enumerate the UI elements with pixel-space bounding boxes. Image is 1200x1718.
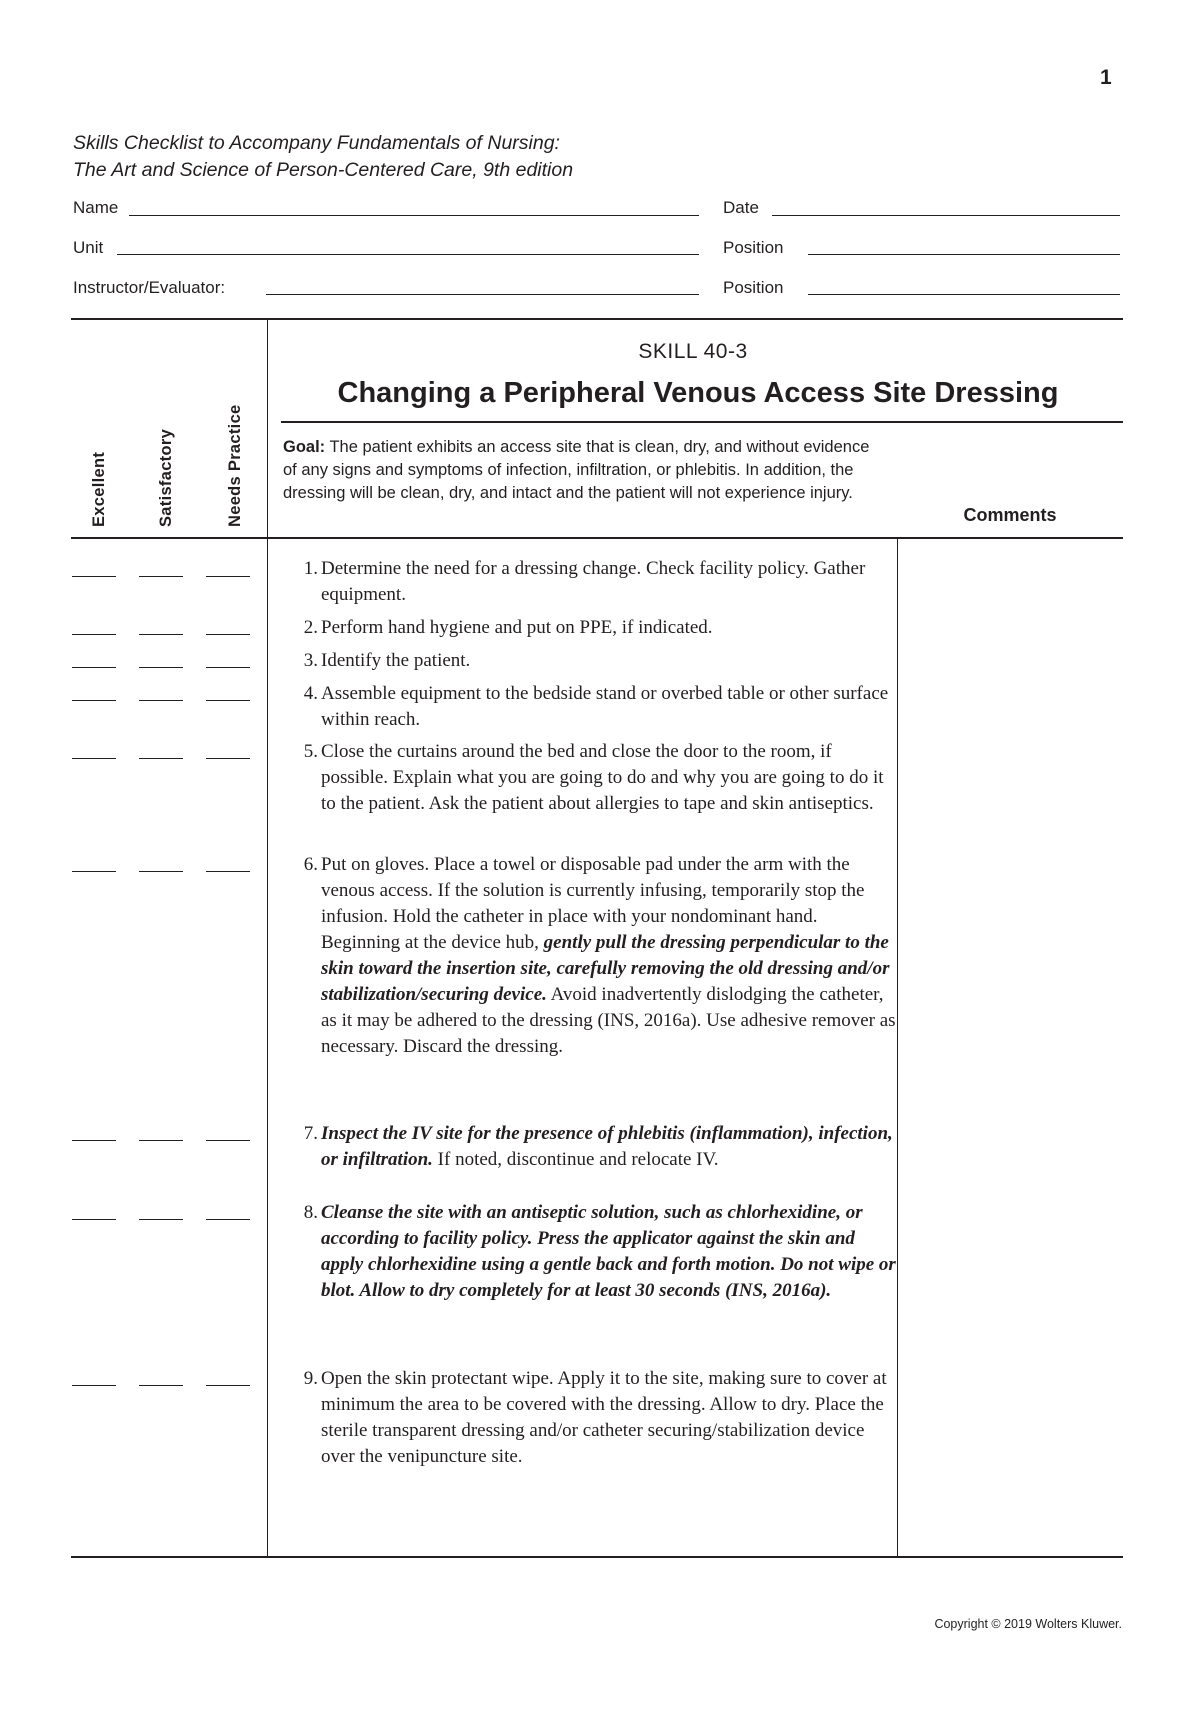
step-emphasis: Cleanse the site with an antiseptic solution, such as chlorhexidine, or according to facility policy. Press the applicator against the skin and apply chlorhexidine using a gentle back and forth motion. Do not wipe or blot. Allow to dry completely for at least 30 seconds (INS, 2016a).: [321, 1202, 896, 1301]
step-text: Put on gloves. Place a towel or disposable pad under the arm with the venous access. If the solution is currently infusing, temporarily stop the infusion. Hold the catheter in place with your nondominant hand. Beginning at the device hub,: [321, 854, 865, 953]
needs-practice-blank-7[interactable]: [206, 1140, 250, 1141]
satisfactory-blank-5[interactable]: [139, 758, 183, 759]
step-text-cont: Avoid inadvertently dislodging the catheter, as it may be adhered to the dressing (INS, 2016a). Use adhesive remover as necessary. Discard the dressing.: [321, 984, 896, 1057]
subtitle-line-1: Skills Checklist to Accompany Fundamentals of Nursing:: [73, 132, 560, 154]
excellent-blank-1[interactable]: [72, 576, 116, 577]
excellent-blank-5[interactable]: [72, 758, 116, 759]
satisfactory-blank-9[interactable]: [139, 1385, 183, 1386]
satisfactory-blank-2[interactable]: [139, 634, 183, 635]
needs-practice-blank-3[interactable]: [206, 667, 250, 668]
table-bottom-rule: [71, 1556, 1123, 1558]
excellent-blank-8[interactable]: [72, 1219, 116, 1220]
name-field[interactable]: [129, 215, 699, 216]
step-number: 6.: [303, 854, 318, 875]
comments-header: Comments: [963, 505, 1057, 525]
step-number: 8.: [303, 1202, 318, 1223]
instructor-label: Instructor/Evaluator:: [73, 278, 226, 297]
step-emphasis: Inspect the IV site for the presence of phlebitis (inflammation), infection, or infiltration.: [321, 1123, 893, 1170]
needs-practice-header: Needs Practice: [226, 404, 244, 527]
satisfactory-blank-6[interactable]: [139, 871, 183, 872]
step-text: Assemble equipment to the bedside stand or overbed table or other surface within reach.: [321, 683, 889, 730]
step-1: [290, 556, 900, 608]
step-number: 4.: [303, 683, 318, 704]
satisfactory-blank-8[interactable]: [139, 1219, 183, 1220]
page-number: 1: [1100, 66, 1112, 89]
step-text: Close the curtains around the bed and close the door to the room, if possible. Explain what you are going to do and why you are going to do it to the patient. Ask the patient about allergies to tape and skin antiseptics.: [321, 741, 884, 814]
step-7: [290, 1121, 900, 1173]
step-text: Open the skin protectant wipe. Apply it to the site, making sure to cover at minimum the area to be covered with the dressing. Allow to dry. Place the sterile transparent dressing and/or catheter securing/stabilization device over the venipuncture site.: [321, 1368, 887, 1467]
skill-title: Changing a Peripheral Venous Access Site Dressing: [337, 377, 1059, 409]
needs-practice-blank-2[interactable]: [206, 634, 250, 635]
skill-number: SKILL 40-3: [638, 340, 748, 363]
unit-label: Unit: [73, 238, 104, 257]
date-field[interactable]: [772, 215, 1120, 216]
rating-column-divider: [267, 319, 268, 1557]
step-8: [290, 1200, 900, 1304]
needs-practice-blank-4[interactable]: [206, 700, 250, 701]
goal-text: The patient exhibits an access site that is clean, dry, and without evidence of any signs and symptoms of infection, infiltration, or phlebitis. In addition, the dressing will be clean, dry, and intact and the patient will not experience injury.: [283, 438, 870, 502]
copyright-notice: Copyright © 2019 Wolters Kluwer.: [934, 1617, 1122, 1631]
header-bottom-rule: [71, 537, 1123, 539]
position-label-1: Position: [723, 238, 784, 257]
step-number: 7.: [303, 1123, 318, 1144]
satisfactory-blank-1[interactable]: [139, 576, 183, 577]
excellent-blank-2[interactable]: [72, 634, 116, 635]
position-field-1[interactable]: [808, 254, 1120, 255]
step-text: Determine the need for a dressing change. Check facility policy. Gather equipment.: [321, 558, 866, 605]
step-text: Perform hand hygiene and put on PPE, if indicated.: [321, 617, 713, 638]
date-label: Date: [723, 198, 759, 217]
step-number: 5.: [303, 741, 318, 762]
needs-practice-blank-6[interactable]: [206, 871, 250, 872]
step-text: Identify the patient.: [321, 650, 471, 671]
title-underline: [281, 421, 1123, 423]
book-subtitle: [73, 130, 573, 184]
step-4: [290, 681, 900, 733]
needs-practice-blank-1[interactable]: [206, 576, 250, 577]
needs-practice-blank-9[interactable]: [206, 1385, 250, 1386]
subtitle-line-2: The Art and Science of Person-Centered Care, 9th edition: [73, 159, 574, 181]
excellent-blank-3[interactable]: [72, 667, 116, 668]
step-number: 1.: [303, 558, 318, 579]
step-9: [290, 1366, 900, 1470]
table-top-rule: [71, 318, 1123, 320]
needs-practice-blank-8[interactable]: [206, 1219, 250, 1220]
step-text-cont: If noted, discontinue and relocate IV.: [437, 1149, 719, 1170]
step-number: 2.: [303, 617, 318, 638]
satisfactory-blank-3[interactable]: [139, 667, 183, 668]
satisfactory-header: Satisfactory: [157, 428, 175, 527]
needs-practice-blank-5[interactable]: [206, 758, 250, 759]
step-2: [290, 615, 900, 641]
excellent-blank-6[interactable]: [72, 871, 116, 872]
excellent-blank-7[interactable]: [72, 1140, 116, 1141]
satisfactory-blank-7[interactable]: [139, 1140, 183, 1141]
excellent-header: Excellent: [90, 451, 108, 527]
step-6: [290, 852, 900, 1060]
excellent-blank-9[interactable]: [72, 1385, 116, 1386]
position-label-2: Position: [723, 278, 784, 297]
unit-field[interactable]: [117, 254, 699, 255]
step-number: 3.: [303, 650, 318, 671]
satisfactory-blank-4[interactable]: [139, 700, 183, 701]
instructor-field[interactable]: [266, 294, 699, 295]
step-number: 9.: [303, 1368, 318, 1389]
name-label: Name: [73, 198, 119, 217]
step-3: [290, 648, 900, 674]
position-field-2[interactable]: [808, 294, 1120, 295]
goal-label: Goal:: [283, 438, 326, 456]
step-emphasis: gently pull the dressing perpendicular to the skin toward the insertion site, carefully removing the old dressing and/or stabilization/securing device.: [321, 932, 890, 1005]
excellent-blank-4[interactable]: [72, 700, 116, 701]
step-5: [290, 739, 900, 817]
skill-goal: [283, 436, 883, 505]
